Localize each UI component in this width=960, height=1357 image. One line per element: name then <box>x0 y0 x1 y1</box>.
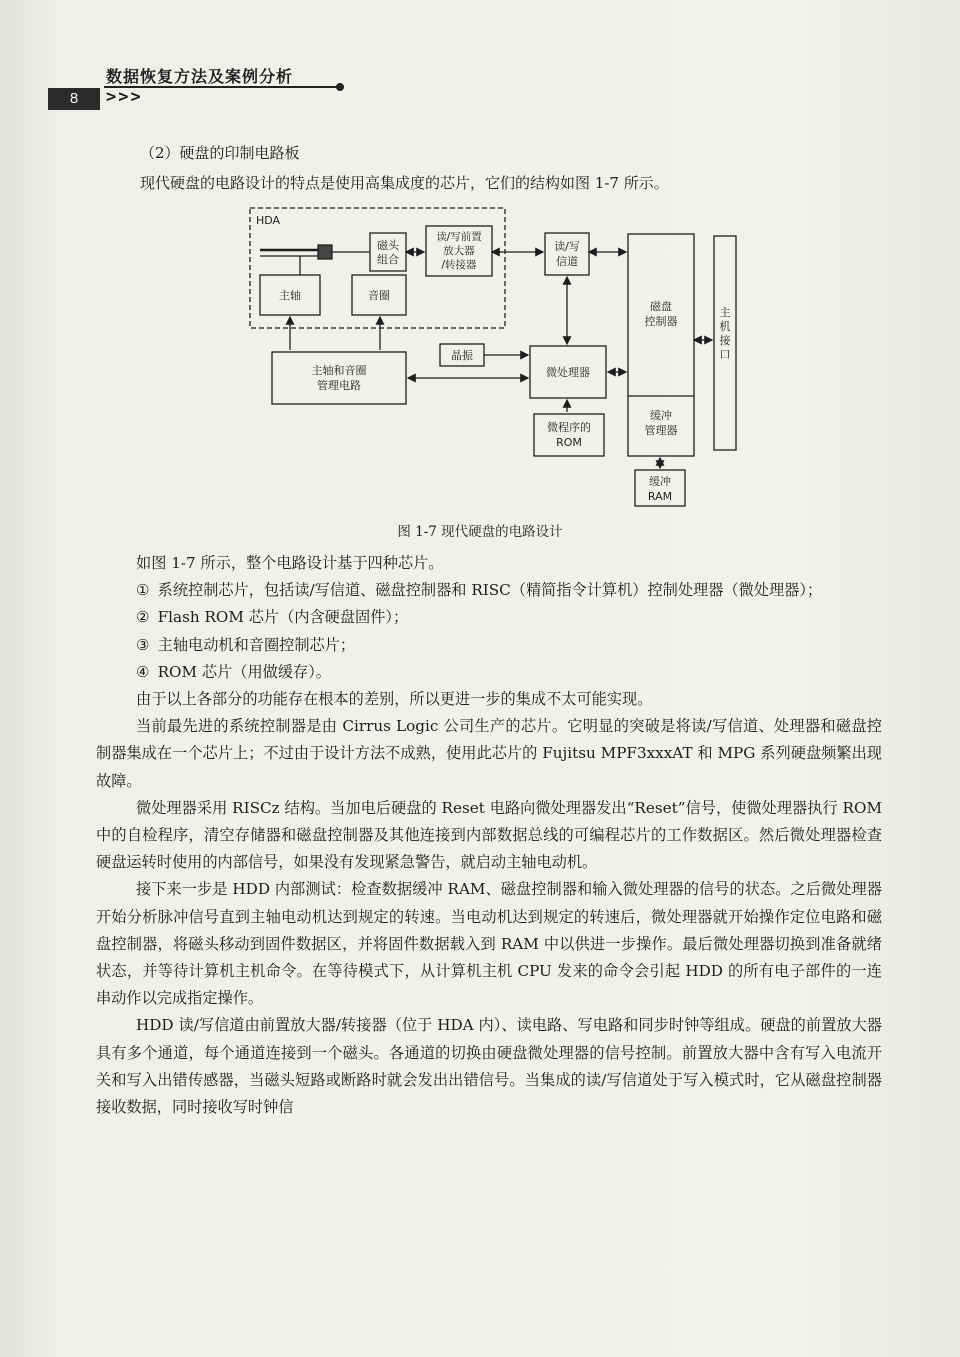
page-number: 8 <box>48 88 100 110</box>
firmware-rom-label-1: 微程序的 <box>547 421 591 434</box>
crystal-label: 晶振 <box>451 349 473 362</box>
header-dot <box>336 83 344 91</box>
list-number: ① <box>136 581 150 600</box>
paragraph: 由于以上各部分的功能存在根本的差别，所以更进一步的集成不太可能实现。 <box>136 690 653 709</box>
hda-label: HDA <box>256 214 281 227</box>
buffer-ram-label-2: RAM <box>647 490 673 503</box>
list-item <box>96 659 882 686</box>
disk-controller-label-1: 磁盘 <box>650 300 672 313</box>
list-text: ROM 芯片（用做缓存）。 <box>157 662 331 681</box>
rw-channel-label-2: 信道 <box>556 255 578 268</box>
header-arrows: >>> <box>106 87 143 107</box>
rw-channel-label-1: 读/写 <box>554 240 580 253</box>
list-number: ② <box>136 608 150 627</box>
buffer-manager-label-1: 缓冲 <box>650 409 672 422</box>
list-item <box>96 577 882 604</box>
subsection-title: （2）硬盘的印制电路板 <box>140 144 300 162</box>
running-header-title: 数据恢复方法及案例分析 <box>106 67 294 86</box>
paragraph: 接下来一步是 HDD 内部测试：检查数据缓冲 RAM、磁盘控制器和输入微处理器的信号的状态。之后微处理器开始分析脉冲信号直到主轴电动机达到规定的转速。当电动机达到规定的转速后，微处理器就开始操作定位电路和磁盘控制器，将磁头移动到固件数据区，并将固件数据载入到 RAM 中以供进一步操作。最后微处理器切换到准备就绪状态，并等待计算机主机命令。在等待模式下，从计算机主机 CPU 发来的命令会引起 HDD 的所有电子部件的一连串动作以完成指定操作。 <box>96 880 882 1008</box>
head-assembly-label-1: 磁头 <box>377 239 399 252</box>
voice-coil-label: 音圈 <box>368 289 390 302</box>
preamp-label-1: 读/写前置 <box>436 231 482 243</box>
list-text: Flash ROM 芯片（内含硬盘固件）； <box>157 608 409 627</box>
spindle-vcm-mgmt-box <box>272 352 406 404</box>
list-number: ④ <box>136 662 150 681</box>
buffer-ram-label-1: 缓冲 <box>649 475 671 488</box>
host-interface-label-4: 口 <box>719 348 731 361</box>
body-text <box>96 550 882 1121</box>
buffer-manager-label-2: 管理器 <box>644 424 678 437</box>
figure-caption: 图 1-7 现代硬盘的电路设计 <box>397 524 563 540</box>
head-arm <box>318 245 332 259</box>
circuit-diagram <box>240 200 760 510</box>
preamp-label-2: 放大器 <box>443 245 475 257</box>
preamp-label-3: /转接器 <box>441 259 477 271</box>
spindle-label: 主轴 <box>279 289 301 302</box>
host-interface-label-3: 接 <box>719 334 731 347</box>
head-assembly-label-2: 组合 <box>377 253 399 266</box>
spindle-vcm-mgmt-label-2: 管理电路 <box>317 379 361 392</box>
list-item <box>96 632 882 659</box>
list-number: ③ <box>136 635 150 654</box>
disk-controller-box <box>628 234 694 456</box>
list-text: 主轴电动机和音圈控制芯片； <box>157 635 356 654</box>
host-interface-label-2: 机 <box>719 320 731 333</box>
spindle-vcm-mgmt-label-1: 主轴和音圈 <box>311 364 367 377</box>
firmware-rom-label-2: ROM <box>556 436 582 449</box>
list-text: 系统控制芯片，包括读/写信道、磁盘控制器和 RISC（精简指令计算机）控制处理器（微处理器）； <box>157 581 823 600</box>
intro-paragraph: 现代硬盘的电路设计的特点是使用高集成度的芯片，它们的结构如图 1-7 所示。 <box>140 174 669 192</box>
list-item <box>96 604 882 631</box>
paragraph: 当前最先进的系统控制器是由 Cirrus Logic 公司生产的芯片。它明显的突破是将读/写信道、处理器和磁盘控制器集成在一个芯片上；不过由于设计方法不成熟，使用此芯片的 Fujitsu MPF3xxxAT 和 MPG 系列硬盘频繁出现故障。 <box>96 717 882 790</box>
microprocessor-label: 微处理器 <box>546 366 590 379</box>
paragraph: 微处理器采用 RISCz 结构。当加电后硬盘的 Reset 电路向微处理器发出“Reset”信号，使微处理器执行 ROM 中的自检程序，清空存储器和磁盘控制器及其他连接到内部数据总线的可编程芯片的工作数据区。然后微处理器检查硬盘运转时使用的内部信号，如果没有发现紧急警告，就启动主轴电动机。 <box>96 798 882 872</box>
paragraph: 如图 1-7 所示，整个电路设计基于四种芯片。 <box>136 554 444 572</box>
disk-controller-label-2: 控制器 <box>644 315 678 328</box>
paragraph: HDD 读/写信道由前置放大器/转接器（位于 HDA 内）、读电路、写电路和同步时钟等组成。硬盘的前置放大器具有多个通道，每个通道连接到一个磁头。各通道的切换由硬盘微处理器的信号控制。前置放大器中含有写入电流开关和写入出错传感器，当磁头短路或断路时就会发出出错信号。当集成的读/写信道处于写入模式时，它从磁盘控制器接收数据，同时接收写时钟信 <box>96 1016 882 1117</box>
host-interface-label-1: 主 <box>719 306 731 319</box>
